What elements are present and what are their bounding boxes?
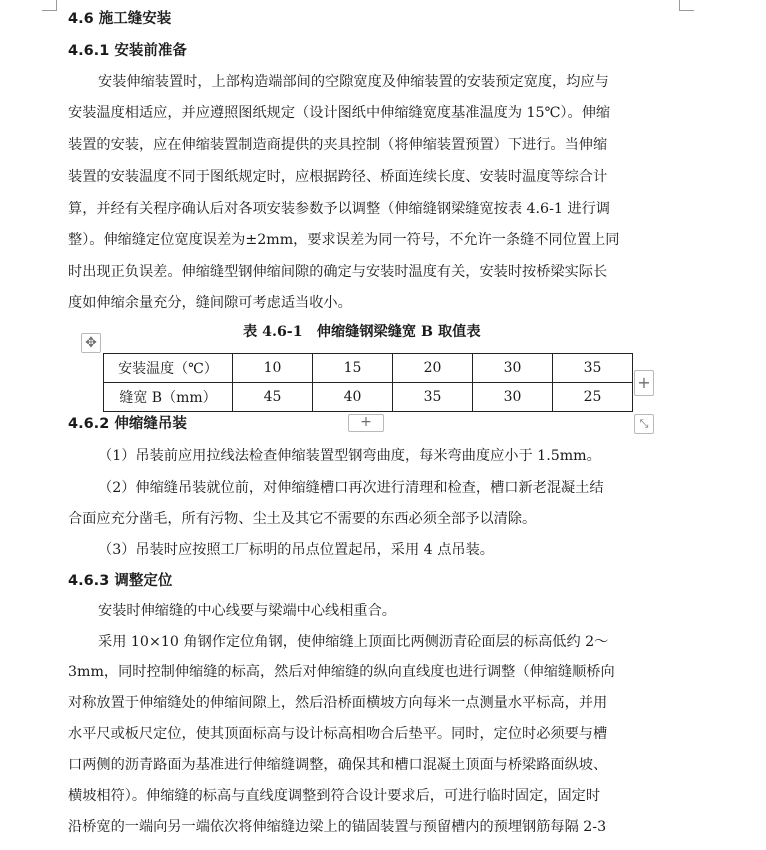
paragraph-line: 算，并经有关程序确认后对各项安装参数予以调整（伸缩缝钢梁缝宽按表 4.6-1 进行调 xyxy=(68,201,610,217)
table-cell[interactable]: 30 xyxy=(473,354,553,383)
list-item: （2）伸缩缝吊装就位前，对伸缩缝槽口再次进行清理和检查，槽口新老混凝土结 xyxy=(98,480,604,496)
list-item-continuation: 合面应充分凿毛，所有污物、尘土及其它不需要的东西必须全部予以清除。 xyxy=(68,511,537,527)
paragraph-line: 安装时伸缩缝的中心线要与梁端中心线相重合。 xyxy=(98,603,396,619)
heading-4-6: 4.6 施工缝安装 xyxy=(68,11,172,27)
paragraph-line: 整）。伸缩缝定位宽度误差为±2mm，要求误差为同一符号，不允许一条缝不同位置上同 xyxy=(68,232,620,248)
paragraph-line: 时出现正负误差。伸缩缝型钢伸缩间隙的确定与安装时温度有关，安装时按桥梁实际长 xyxy=(68,264,608,280)
add-row-button[interactable]: + xyxy=(348,414,384,432)
list-item: （1）吊装前应用拉线法检查伸缩装置型钢弯曲度，每米弯曲度应小于 1.5mm。 xyxy=(98,448,601,464)
paragraph-line: 沿桥宽的一端向另一端依次将伸缩缝边梁上的锚固装置与预留槽内的预埋钢筋每隔 2-3 xyxy=(68,819,607,835)
table-move-handle[interactable] xyxy=(81,333,101,353)
list-item: （3）吊装时应按照工厂标明的吊点位置起吊，采用 4 点吊装。 xyxy=(98,542,494,558)
table-cell[interactable]: 30 xyxy=(473,383,553,412)
paragraph-line: 安装伸缩装置时，上部构造端部间的空隙宽度及伸缩装置的安装预定宽度，均应与 xyxy=(98,74,609,90)
paragraph-line: 口两侧的沥青路面为基准进行伸缩缝调整，确保其和槽口混凝土顶面与桥梁路面纵坡、 xyxy=(68,757,608,773)
temperature-gap-table xyxy=(103,353,633,412)
paragraph-line: 水平尺或板尺定位，使其顶面标高与设计标高相吻合后垫平。同时，定位时必须要与槽 xyxy=(68,726,608,742)
add-column-button[interactable]: + xyxy=(634,370,654,396)
paragraph-line: 装置的安装，应在伸缩装置制造商提供的夹具控制（将伸缩装置预置）下进行。当伸缩 xyxy=(68,137,608,153)
resize-icon: ⤡ xyxy=(639,417,649,430)
table-cell[interactable]: 10 xyxy=(233,354,313,383)
paragraph-line: 装置的安装温度不同于图纸规定时，应根据跨径、桥面连续长度、安装时温度等综合计 xyxy=(68,169,608,185)
table-resize-handle[interactable] xyxy=(634,414,654,434)
heading-4-6-2: 4.6.2 伸缩缝吊装 xyxy=(68,416,187,432)
paragraph-line: 对称放置于伸缩缝处的伸缩间隙上，然后沿桥面横坡方向每米一点测量水平标高，并用 xyxy=(68,695,608,711)
paragraph-line: 横坡相符）。伸缩缝的标高与直线度调整到符合设计要求后，可进行临时固定，固定时 xyxy=(68,788,601,804)
table-cell[interactable]: 35 xyxy=(553,354,633,383)
table-cell[interactable]: 35 xyxy=(393,383,473,412)
page-corner-mark-left xyxy=(42,0,57,11)
paragraph-line: 安装温度相适应，并应遵照图纸规定（设计图纸中伸缩缝宽度基准温度为 15℃）。伸缩 xyxy=(68,105,611,121)
table-header-cell[interactable]: 安装温度（℃） xyxy=(104,354,233,383)
table-header-cell[interactable]: 缝宽 B（mm） xyxy=(104,383,233,412)
heading-4-6-1: 4.6.1 安装前准备 xyxy=(68,43,187,59)
paragraph-line: 3mm，同时控制伸缩缝的标高，然后对伸缩缝的纵向直线度也进行调整（伸缩缝顺桥向 xyxy=(68,664,615,680)
table-cell[interactable]: 20 xyxy=(393,354,473,383)
table-cell[interactable]: 40 xyxy=(313,383,393,412)
table-cell[interactable]: 15 xyxy=(313,354,393,383)
table-cell[interactable]: 25 xyxy=(553,383,633,412)
table-cell[interactable]: 45 xyxy=(233,383,313,412)
heading-4-6-3: 4.6.3 调整定位 xyxy=(68,573,173,589)
page-corner-mark-right xyxy=(679,0,694,11)
table-row xyxy=(104,354,633,383)
paragraph-line: 度如伸缩余量充分，缝间隙可考虑适当收小。 xyxy=(68,295,352,311)
move-icon: ✥ xyxy=(85,335,97,351)
table-row xyxy=(104,383,633,412)
paragraph-line: 采用 10×10 角钢作定位角钢，使伸缩缝上顶面比两侧沥青砼面层的标高低约 2～ xyxy=(98,634,609,650)
table-caption: 表 4.6-1 伸缩缝钢梁缝宽 B 取值表 xyxy=(243,324,481,340)
